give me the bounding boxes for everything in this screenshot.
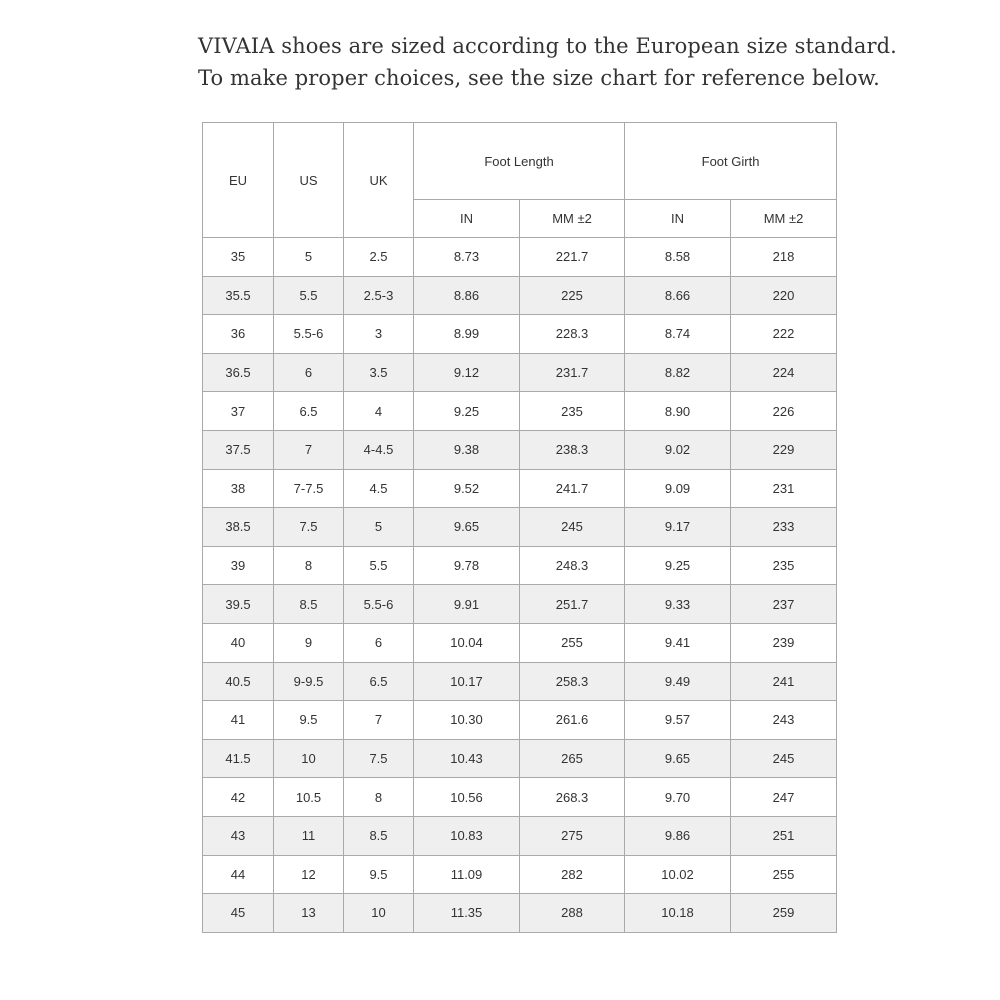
cell-eu: 43 — [203, 816, 274, 855]
cell-foot-girth-mm: 237 — [731, 585, 837, 624]
cell-foot-girth-mm: 245 — [731, 739, 837, 778]
table-row — [203, 238, 837, 277]
cell-foot-girth-in: 9.49 — [625, 662, 731, 701]
header-foot-girth-mm: MM ±2 — [731, 200, 837, 238]
cell-foot-length-mm: 258.3 — [520, 662, 625, 701]
cell-foot-length-in: 10.17 — [414, 662, 520, 701]
header-uk: UK — [344, 123, 414, 238]
header-foot-girth: Foot Girth — [625, 123, 837, 200]
cell-uk: 2.5-3 — [344, 276, 414, 315]
cell-foot-girth-mm: 241 — [731, 662, 837, 701]
table-row — [203, 739, 837, 778]
cell-uk: 4.5 — [344, 469, 414, 508]
cell-us: 5.5 — [274, 276, 344, 315]
cell-uk: 6 — [344, 623, 414, 662]
cell-foot-length-in: 10.30 — [414, 701, 520, 740]
cell-eu: 44 — [203, 855, 274, 894]
cell-eu: 35.5 — [203, 276, 274, 315]
table-row — [203, 276, 837, 315]
cell-uk: 10 — [344, 894, 414, 933]
cell-foot-girth-in: 9.25 — [625, 546, 731, 585]
cell-foot-length-in: 9.91 — [414, 585, 520, 624]
cell-foot-length-mm: 255 — [520, 623, 625, 662]
header-foot-length-in: IN — [414, 200, 520, 238]
table-row — [203, 778, 837, 817]
header-foot-girth-in: IN — [625, 200, 731, 238]
table-row — [203, 816, 837, 855]
cell-foot-length-in: 10.43 — [414, 739, 520, 778]
cell-eu: 39 — [203, 546, 274, 585]
cell-eu: 38.5 — [203, 508, 274, 547]
cell-foot-girth-in: 9.09 — [625, 469, 731, 508]
cell-foot-length-mm: 235 — [520, 392, 625, 431]
table-row — [203, 392, 837, 431]
cell-foot-length-in: 8.73 — [414, 238, 520, 277]
cell-foot-length-mm: 282 — [520, 855, 625, 894]
cell-us: 5 — [274, 238, 344, 277]
cell-eu: 38 — [203, 469, 274, 508]
cell-foot-girth-mm: 255 — [731, 855, 837, 894]
cell-uk: 8.5 — [344, 816, 414, 855]
size-chart-table — [202, 122, 837, 933]
cell-uk: 9.5 — [344, 855, 414, 894]
cell-eu: 35 — [203, 238, 274, 277]
cell-foot-girth-in: 9.65 — [625, 739, 731, 778]
cell-us: 10 — [274, 739, 344, 778]
cell-us: 11 — [274, 816, 344, 855]
cell-foot-girth-mm: 233 — [731, 508, 837, 547]
cell-uk: 3.5 — [344, 353, 414, 392]
cell-foot-girth-in: 10.18 — [625, 894, 731, 933]
cell-us: 12 — [274, 855, 344, 894]
cell-us: 9-9.5 — [274, 662, 344, 701]
table-row — [203, 662, 837, 701]
cell-uk: 7.5 — [344, 739, 414, 778]
cell-us: 8 — [274, 546, 344, 585]
cell-eu: 37.5 — [203, 430, 274, 469]
cell-foot-girth-in: 8.82 — [625, 353, 731, 392]
cell-foot-length-in: 9.38 — [414, 430, 520, 469]
cell-us: 7 — [274, 430, 344, 469]
cell-foot-length-mm: 288 — [520, 894, 625, 933]
cell-foot-girth-mm: 224 — [731, 353, 837, 392]
cell-eu: 39.5 — [203, 585, 274, 624]
cell-eu: 41 — [203, 701, 274, 740]
table-row — [203, 855, 837, 894]
table-row — [203, 623, 837, 662]
cell-uk: 5.5-6 — [344, 585, 414, 624]
cell-us: 9.5 — [274, 701, 344, 740]
cell-foot-girth-mm: 220 — [731, 276, 837, 315]
cell-uk: 6.5 — [344, 662, 414, 701]
cell-us: 7.5 — [274, 508, 344, 547]
cell-foot-length-in: 9.25 — [414, 392, 520, 431]
cell-foot-length-in: 11.35 — [414, 894, 520, 933]
cell-foot-length-in: 10.83 — [414, 816, 520, 855]
table-row — [203, 315, 837, 354]
cell-us: 6 — [274, 353, 344, 392]
cell-eu: 41.5 — [203, 739, 274, 778]
cell-foot-girth-mm: 259 — [731, 894, 837, 933]
cell-foot-length-mm: 241.7 — [520, 469, 625, 508]
cell-foot-girth-mm: 243 — [731, 701, 837, 740]
cell-foot-girth-in: 8.58 — [625, 238, 731, 277]
cell-foot-girth-mm: 229 — [731, 430, 837, 469]
cell-uk: 4-4.5 — [344, 430, 414, 469]
cell-uk: 7 — [344, 701, 414, 740]
cell-foot-length-in: 8.99 — [414, 315, 520, 354]
cell-us: 7-7.5 — [274, 469, 344, 508]
cell-foot-girth-mm: 226 — [731, 392, 837, 431]
table-row — [203, 585, 837, 624]
cell-uk: 5 — [344, 508, 414, 547]
cell-foot-length-mm: 225 — [520, 276, 625, 315]
cell-foot-girth-mm: 247 — [731, 778, 837, 817]
cell-eu: 40.5 — [203, 662, 274, 701]
cell-foot-length-mm: 261.6 — [520, 701, 625, 740]
cell-foot-girth-mm: 218 — [731, 238, 837, 277]
table-row — [203, 353, 837, 392]
table-row — [203, 701, 837, 740]
cell-us: 6.5 — [274, 392, 344, 431]
cell-foot-length-mm: 248.3 — [520, 546, 625, 585]
cell-foot-girth-in: 9.57 — [625, 701, 731, 740]
cell-foot-length-in: 11.09 — [414, 855, 520, 894]
cell-eu: 36.5 — [203, 353, 274, 392]
cell-us: 13 — [274, 894, 344, 933]
cell-foot-girth-in: 9.33 — [625, 585, 731, 624]
cell-us: 10.5 — [274, 778, 344, 817]
cell-foot-length-mm: 265 — [520, 739, 625, 778]
cell-foot-length-mm: 268.3 — [520, 778, 625, 817]
cell-eu: 45 — [203, 894, 274, 933]
cell-foot-girth-mm: 231 — [731, 469, 837, 508]
cell-foot-length-mm: 251.7 — [520, 585, 625, 624]
cell-foot-length-mm: 221.7 — [520, 238, 625, 277]
cell-foot-girth-mm: 239 — [731, 623, 837, 662]
cell-foot-length-mm: 238.3 — [520, 430, 625, 469]
cell-foot-girth-mm: 251 — [731, 816, 837, 855]
header-eu: EU — [203, 123, 274, 238]
cell-uk: 2.5 — [344, 238, 414, 277]
header-us: US — [274, 123, 344, 238]
cell-foot-girth-mm: 235 — [731, 546, 837, 585]
table-row — [203, 546, 837, 585]
cell-foot-girth-in: 9.86 — [625, 816, 731, 855]
cell-uk: 4 — [344, 392, 414, 431]
cell-foot-length-in: 9.65 — [414, 508, 520, 547]
cell-us: 8.5 — [274, 585, 344, 624]
cell-foot-girth-in: 10.02 — [625, 855, 731, 894]
cell-foot-girth-in: 9.70 — [625, 778, 731, 817]
cell-us: 5.5-6 — [274, 315, 344, 354]
cell-foot-length-in: 9.12 — [414, 353, 520, 392]
intro-line-2: To make proper choices, see the size chart for reference below. — [198, 66, 880, 90]
cell-foot-girth-in: 8.90 — [625, 392, 731, 431]
cell-foot-girth-mm: 222 — [731, 315, 837, 354]
intro-text — [198, 30, 938, 94]
cell-foot-length-in: 10.04 — [414, 623, 520, 662]
table-row — [203, 430, 837, 469]
cell-foot-length-mm: 275 — [520, 816, 625, 855]
cell-uk: 8 — [344, 778, 414, 817]
cell-foot-girth-in: 9.41 — [625, 623, 731, 662]
cell-foot-length-in: 8.86 — [414, 276, 520, 315]
cell-foot-length-mm: 228.3 — [520, 315, 625, 354]
cell-eu: 36 — [203, 315, 274, 354]
cell-uk: 5.5 — [344, 546, 414, 585]
cell-foot-girth-in: 9.17 — [625, 508, 731, 547]
cell-foot-girth-in: 9.02 — [625, 430, 731, 469]
cell-foot-length-mm: 245 — [520, 508, 625, 547]
cell-uk: 3 — [344, 315, 414, 354]
header-foot-length-mm: MM ±2 — [520, 200, 625, 238]
cell-us: 9 — [274, 623, 344, 662]
cell-foot-girth-in: 8.66 — [625, 276, 731, 315]
cell-foot-length-mm: 231.7 — [520, 353, 625, 392]
header-foot-length: Foot Length — [414, 123, 625, 200]
table-row — [203, 469, 837, 508]
intro-line-1: VIVAIA shoes are sized according to the European size standard. — [198, 34, 897, 58]
size-chart-body — [203, 238, 837, 933]
cell-eu: 37 — [203, 392, 274, 431]
table-row — [203, 894, 837, 933]
cell-eu: 42 — [203, 778, 274, 817]
table-row — [203, 508, 837, 547]
header-row — [203, 123, 837, 200]
cell-foot-girth-in: 8.74 — [625, 315, 731, 354]
cell-foot-length-in: 10.56 — [414, 778, 520, 817]
cell-foot-length-in: 9.78 — [414, 546, 520, 585]
cell-eu: 40 — [203, 623, 274, 662]
cell-foot-length-in: 9.52 — [414, 469, 520, 508]
